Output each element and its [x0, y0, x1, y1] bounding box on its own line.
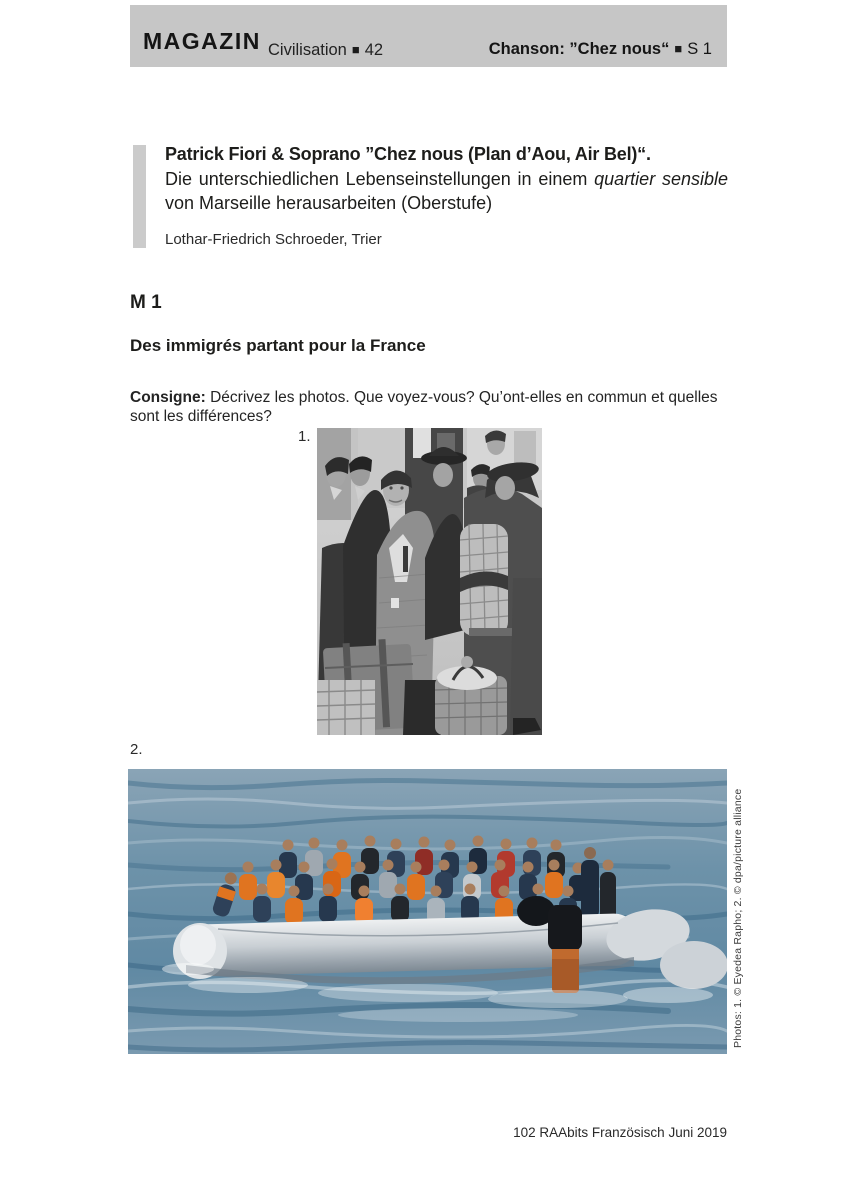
issue-number: 42	[364, 41, 384, 59]
photo-credit: Photos: 1. © Eyedea Rapho; 2. © dpa/picture alliance	[732, 788, 744, 1048]
subtitle-text: von Marseille herausarbeiten (Oberstufe)	[165, 193, 493, 213]
magazine-logo: MAGAZIN	[143, 28, 261, 54]
footer-imprint: 102 RAAbits Französisch Juni 2019	[513, 1125, 727, 1140]
square-bullet-icon: ■	[674, 41, 683, 56]
header-section-label	[268, 41, 383, 60]
author-line: Lothar-Friedrich Schroeder, Trier	[165, 231, 382, 248]
page-title: Patrick Fiori & Soprano ”Chez nous (Plan d’Aou, Air Bel)“.	[165, 144, 651, 164]
consigne-paragraph	[130, 388, 724, 427]
title-accent-bar	[133, 145, 146, 248]
header-chapter-label	[489, 40, 712, 59]
photo-1-image	[317, 428, 542, 735]
magazine-header-bar	[130, 5, 727, 67]
bw-immigrants-photo	[317, 428, 542, 735]
migrant-dinghy-photo	[128, 769, 727, 1054]
title-block	[165, 142, 728, 216]
material-heading: Des immigrés partant pour la France	[130, 336, 426, 355]
square-bullet-icon: ■	[351, 42, 360, 57]
page-number: S 1	[687, 40, 712, 58]
subtitle-italic-term: quartier sensible	[594, 168, 729, 189]
photo-2-label: 2.	[130, 741, 143, 758]
consigne-text: Décrivez les photos. Que voyez-vous? Qu’ont-elles en commun et quelles sont les différences?	[130, 388, 718, 425]
material-code: M 1	[130, 292, 162, 313]
section-name: Civilisation	[268, 41, 347, 59]
photo-1-label: 1.	[298, 428, 311, 445]
page-subtitle	[165, 167, 728, 216]
photo-2-image	[128, 769, 727, 1054]
chapter-name: Chanson: ”Chez nous“	[488, 40, 670, 58]
subtitle-text: Die unterschiedlichen Lebenseinstellungen in einem	[165, 168, 595, 189]
consigne-label: Consigne:	[130, 388, 206, 406]
